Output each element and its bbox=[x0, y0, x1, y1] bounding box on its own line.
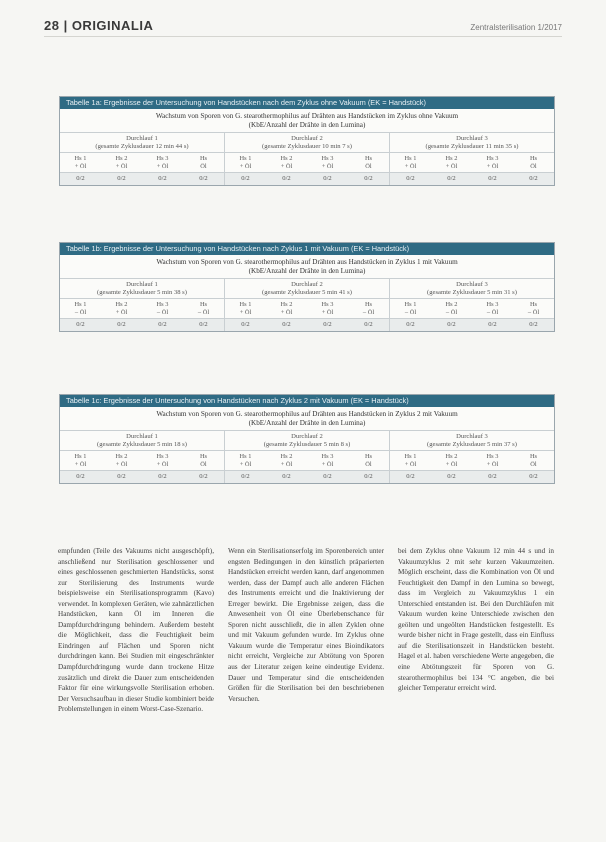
table-1c bbox=[59, 394, 555, 484]
table-cell: 0/2 bbox=[158, 321, 167, 328]
column-header: Hs 3 + Öl bbox=[486, 155, 499, 170]
table-cell: 0/2 bbox=[529, 321, 538, 328]
table-subtitle bbox=[60, 109, 554, 133]
column-header: Hs 3 – Öl bbox=[156, 301, 169, 316]
table-cell: 0/2 bbox=[199, 473, 208, 480]
table-cell: 0/2 bbox=[389, 319, 431, 331]
column-header: Hs 1 + Öl bbox=[224, 451, 266, 470]
value-row bbox=[60, 471, 554, 483]
group-header: Durchlauf 1 (gesamte Zyklusdauer 5 min 38 s) bbox=[97, 281, 187, 296]
column-header: Hs 2 + Öl bbox=[280, 301, 293, 316]
column-header: Hs 3 + Öl bbox=[156, 155, 169, 170]
group-header-row bbox=[60, 431, 554, 451]
table-cell: 0/2 bbox=[447, 175, 456, 182]
column-header: Hs 2 + Öl bbox=[280, 453, 293, 468]
column-header: Hs 3 + Öl bbox=[321, 453, 334, 468]
paragraph: Wenn ein Sterilisationserfolg im Sporenbereich unter engsten Bedingungen in den künstlich präparierten Handstücken erreicht werden kann, darf angenommen werden, dass der Dampf auch alle anderen Flächen des Instruments erreicht und die Inaktivierung der Erreger bewirkt. Die Ergebnisse zeigen, dass die Anwesenheit von Öl eine Überlebenschance für Sporen nicht ausschließt, die in allen Zyklen ohne und mit Vakuum gefunden wurde. Im Zyklus ohne Vakuum wurde die Temperatur eines Bioindikators nicht erreicht, Vergleiche zur Abtötung von Sporen aus der Literatur zeigen keine eindeutige Evidenz. Dauer und Temperatur sind die entscheidenden Größen für die Sterilisation bei den beschriebenen Versuchen. bbox=[228, 547, 384, 703]
column-header: Hs 2 + Öl bbox=[115, 155, 128, 170]
column-header: Hs 3 + Öl bbox=[486, 453, 499, 468]
subtitle-line: (KbE/Anzahl der Drähte in den Lumina) bbox=[248, 121, 366, 129]
table-cell: 0/2 bbox=[323, 473, 332, 480]
group-header: Durchlauf 3 (gesamte Zyklusdauer 11 min 35 s) bbox=[389, 133, 554, 152]
paragraph: empfunden (Teile des Vakuums nicht ausgeschöpft), anschließend nur Sterilisation geschlossener und eines geschlossenen geschmierten Handstücks, sonst zur Sterilisierung des Instruments wurde beispielsweise ein Sterilisationsprogramm (Kavo) verwendet. In komplexen Geräten, wie zahnärztlichen Handstücken, kann Öl im Inneren die Dampfdurchdringung behindern. Außerdem besteht die Möglichkeit, dass die Feuchtigkeit beim Eindringen auf Flächen und Sporen nicht durchdringen kann. Bei Studien mit eingeschränkter Dampfdurchdringung wurde dann trockene Hitze zusätzlich und direkt die Dauer zum entscheidenden Faktor für eine wirkungsvolle Sterilisation erhoben. Der Versuchsaufbau in dieser Studie kombiniert beide Problemstellungen in einem Worst-Case-Szenario. bbox=[58, 547, 214, 714]
table-cell: 0/2 bbox=[447, 473, 456, 480]
group-header-row bbox=[60, 279, 554, 299]
table-subtitle bbox=[60, 255, 554, 279]
subtitle-line: (KbE/Anzahl der Drähte in den Lumina) bbox=[248, 419, 366, 427]
group-header: Durchlauf 1 (gesamte Zyklusdauer 12 min 44 s) bbox=[95, 135, 189, 150]
text-column-1 bbox=[58, 546, 214, 836]
subtitle-line: Wachstum von Sporen von G. stearothermophilus auf Drähten aus Handstücken in Zyklus 2 mit Vakuum bbox=[156, 410, 458, 418]
table-1a bbox=[59, 96, 555, 186]
group-header: Durchlauf 2 (gesamte Zyklusdauer 10 min 7 s) bbox=[224, 133, 389, 152]
table-cell: 0/2 bbox=[224, 319, 266, 331]
column-header: Hs 1 + Öl bbox=[224, 153, 266, 172]
group-header: Durchlauf 3 (gesamte Zyklusdauer 5 min 31 s) bbox=[389, 279, 554, 298]
column-header: Hs 1 + Öl bbox=[224, 299, 266, 318]
table-cell: 0/2 bbox=[224, 173, 266, 185]
column-header: Hs 2 + Öl bbox=[445, 155, 458, 170]
table-cell: 0/2 bbox=[529, 175, 538, 182]
column-header: Hs 2 + Öl bbox=[445, 453, 458, 468]
table-cell: 0/2 bbox=[117, 473, 126, 480]
table-cell: 0/2 bbox=[364, 473, 373, 480]
table-cell: 0/2 bbox=[199, 321, 208, 328]
column-header: Hs 2 + Öl bbox=[280, 155, 293, 170]
table-cell: 0/2 bbox=[389, 173, 431, 185]
column-header: Hs 1 + Öl bbox=[74, 453, 87, 468]
column-header: Hs Öl bbox=[529, 453, 538, 468]
column-header: Hs 1 + Öl bbox=[74, 155, 87, 170]
table-title: Tabelle 1a: Ergebnisse der Untersuchung von Handstücken nach dem Zyklus ohne Vakuum (EK = Handstück) bbox=[60, 97, 554, 109]
table-cell: 0/2 bbox=[117, 321, 126, 328]
table-cell: 0/2 bbox=[76, 175, 85, 182]
column-header: Hs 3 + Öl bbox=[321, 155, 334, 170]
group-header: Durchlauf 1 (gesamte Zyklusdauer 5 min 18 s) bbox=[97, 433, 187, 448]
value-row bbox=[60, 319, 554, 331]
table-cell: 0/2 bbox=[488, 473, 497, 480]
column-header: Hs 1 – Öl bbox=[74, 301, 87, 316]
column-header: Hs 3 – Öl bbox=[486, 301, 499, 316]
paragraph: bei dem Zyklus ohne Vakuum 12 min 44 s und in Vakuumzyklus 2 mit sehr kurzen Vakuumzeiten. Möglich erscheint, dass die Kombination von Öl und Feuchtigkeit den Dampf in den Lumina so bewegt, dass im Vergleich zu Vakuumzyklus 1 ein Unterschied entstanden ist. Bei den Durchläufen mit Vakuum wurden keine Unterschiede zwischen den geölten und ungeölten Handstücken festgestellt. Es wurde bisher nicht in Frage gestellt, dass ein Einfluss auf die Sterilisationszeit in Handstücken besteht. Hagel et al. haben verschiedene Werte angegeben, die eine Abtötungszeit für Sporen von G. stearothermophilus bei 134 °C angeben, die bei gleicher Temperatur erreicht wird. bbox=[398, 547, 554, 693]
column-header: Hs Öl bbox=[529, 155, 538, 170]
column-header: Hs 2 + Öl bbox=[115, 301, 128, 316]
column-header: Hs 1 – Öl bbox=[389, 299, 431, 318]
column-header: Hs – Öl bbox=[197, 301, 210, 316]
text-column-3 bbox=[398, 546, 554, 836]
table-cell: 0/2 bbox=[158, 175, 167, 182]
table-cell: 0/2 bbox=[323, 175, 332, 182]
column-header-row bbox=[60, 451, 554, 471]
column-header: Hs 1 + Öl bbox=[389, 451, 431, 470]
column-header: Hs 3 + Öl bbox=[156, 453, 169, 468]
table-cell: 0/2 bbox=[224, 471, 266, 483]
column-header: Hs – Öl bbox=[362, 301, 375, 316]
page-header bbox=[44, 14, 562, 37]
table-cell: 0/2 bbox=[76, 473, 85, 480]
table-cell: 0/2 bbox=[389, 471, 431, 483]
column-header: Hs 2 + Öl bbox=[115, 453, 128, 468]
column-header: Hs Öl bbox=[199, 155, 208, 170]
column-header: Hs 1 + Öl bbox=[389, 153, 431, 172]
column-header-row bbox=[60, 153, 554, 173]
group-header: Durchlauf 3 (gesamte Zyklusdauer 5 min 37 s) bbox=[389, 431, 554, 450]
table-cell: 0/2 bbox=[529, 473, 538, 480]
column-header: Hs 3 + Öl bbox=[321, 301, 334, 316]
column-header: Hs 2 – Öl bbox=[445, 301, 458, 316]
table-cell: 0/2 bbox=[158, 473, 167, 480]
table-1b bbox=[59, 242, 555, 332]
table-cell: 0/2 bbox=[282, 473, 291, 480]
table-cell: 0/2 bbox=[488, 175, 497, 182]
table-title: Tabelle 1c: Ergebnisse der Untersuchung von Handstücken nach Zyklus 2 mit Vakuum (EK = Handstück) bbox=[60, 395, 554, 407]
subtitle-line: Wachstum von Sporen von G. stearothermophilus auf Drähten aus Handstücken im Zyklus ohne Vakuum bbox=[155, 112, 459, 120]
journal-name: Zentralsterilisation 1/2017 bbox=[470, 23, 562, 32]
table-cell: 0/2 bbox=[282, 321, 291, 328]
subtitle-line: (KbE/Anzahl der Drähte in den Lumina) bbox=[248, 267, 366, 275]
table-cell: 0/2 bbox=[282, 175, 291, 182]
table-cell: 0/2 bbox=[76, 321, 85, 328]
table-cell: 0/2 bbox=[447, 321, 456, 328]
article-body bbox=[58, 546, 554, 836]
group-header: Durchlauf 2 (gesamte Zyklusdauer 5 min 41 s) bbox=[224, 279, 389, 298]
group-header-row bbox=[60, 133, 554, 153]
value-row bbox=[60, 173, 554, 185]
column-header: Hs Öl bbox=[364, 155, 373, 170]
column-header: Hs – Öl bbox=[527, 301, 540, 316]
table-cell: 0/2 bbox=[364, 321, 373, 328]
group-header: Durchlauf 2 (gesamte Zyklusdauer 5 min 8 s) bbox=[224, 431, 389, 450]
text-column-2 bbox=[228, 546, 384, 836]
subtitle-line: Wachstum von Sporen von G. stearothermophilus auf Drähten aus Handstücken in Zyklus 1 mit Vakuum bbox=[156, 258, 458, 266]
table-cell: 0/2 bbox=[323, 321, 332, 328]
table-cell: 0/2 bbox=[488, 321, 497, 328]
table-subtitle bbox=[60, 407, 554, 431]
column-header: Hs Öl bbox=[364, 453, 373, 468]
table-cell: 0/2 bbox=[117, 175, 126, 182]
table-cell: 0/2 bbox=[199, 175, 208, 182]
column-header: Hs Öl bbox=[199, 453, 208, 468]
column-header-row bbox=[60, 299, 554, 319]
section-title: 28 | ORIGINALIA bbox=[44, 18, 154, 33]
table-title: Tabelle 1b: Ergebnisse der Untersuchung von Handstücken nach Zyklus 1 mit Vakuum (EK = Handstück) bbox=[60, 243, 554, 255]
table-cell: 0/2 bbox=[364, 175, 373, 182]
